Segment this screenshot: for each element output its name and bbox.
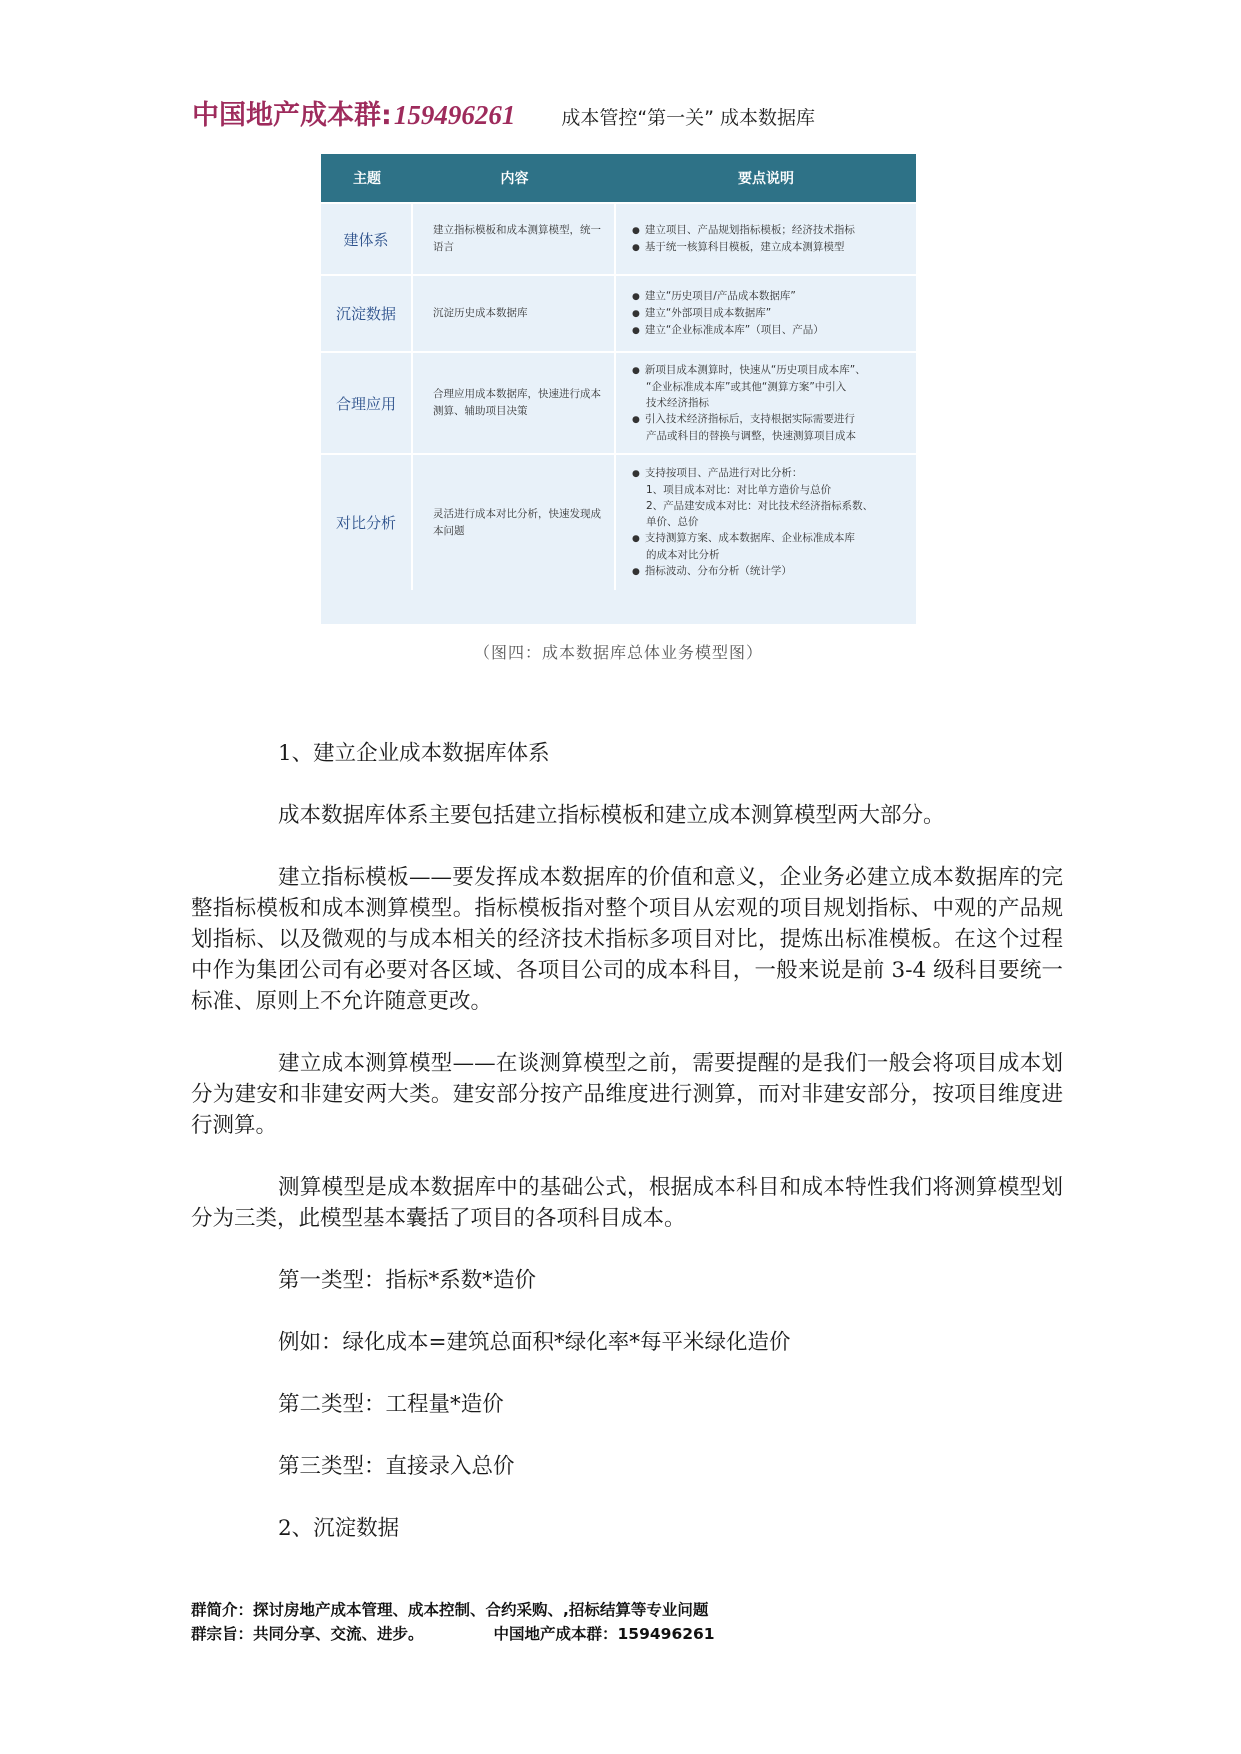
point-line [632,379,910,395]
point-text: 的成本对比分析 [646,549,720,561]
figure-rows [321,202,916,590]
point-text: 建立“历史项目/产品成本数据库” [644,290,796,302]
figure-row [321,453,916,590]
brand-name: 中国地产成本群: [192,100,392,131]
point-line [632,395,910,411]
row-topic: 对比分析 [321,455,413,590]
point-line [632,563,910,580]
row-topic: 建体系 [321,204,413,274]
row-points [616,353,916,453]
point-text: 建立“外部项目成本数据库” [644,307,772,319]
point-line [632,498,910,514]
point-line [632,222,910,239]
point-line [632,322,910,339]
body-paragraph: 1、建立企业成本数据库体系 [278,741,550,766]
point-text: 1、项目成本对比：对比单方造价与总价 [646,484,832,496]
row-topic: 沉淀数据 [321,276,413,351]
row-points [616,455,916,590]
body-paragraph: 成本数据库体系主要包括建立指标模板和建立成本测算模型两大部分。 [278,803,945,828]
body-paragraph: 2、沉淀数据 [278,1516,400,1541]
body-paragraph: 例如：绿化成本=建筑总面积*绿化率*每平米绿化造价 [278,1330,791,1355]
figure-row [321,274,916,351]
header-topic: 主题 [353,171,381,187]
row-content: 建立指标模板和成本测算模型，统一语言 [413,204,616,274]
point-line [632,362,910,379]
figure-row [321,351,916,453]
body-paragraph: 建立成本测算模型——在谈测算模型之前，需要提醒的是我们一般会将项目成本划分为建安和非建安两大类。建安部分按产品维度进行测算，而对非建安部分，按项目维度进行测算。 [191,1051,1063,1138]
point-text: 基于统一核算科目模板，建立成本测算模型 [644,241,845,253]
body-paragraph: 建立指标模板——要发挥成本数据库的价值和意义，企业务必建立成本数据库的完整指标模板和成本测算模型。指标模板指对整个项目从宏观的项目规划指标、中观的产品规划指标、以及微观的与成本相关的经济技术指标多项目对比，提炼出标准模板。在这个过程中作为集团公司有必要对各区域、各项目公司的成本科目，一般来说是前 3-4 级科目要统一标准、原则上不允许随意更改。 [191,865,1063,1014]
document-body [191,738,1063,1575]
point-text: 建立“企业标准成本库”（项目、产品） [644,324,824,336]
point-line [632,465,910,482]
point-line [632,428,910,444]
page-footer [191,1598,1091,1646]
footer-group: 中国地产成本群：159496261 [493,1625,715,1643]
point-line [632,514,910,530]
point-text: 引入技术经济指标后，支持根据实际需要进行 [644,413,855,425]
figure-caption: （图四：成本数据库总体业务模型图） [473,643,763,662]
figure-row [321,202,916,274]
row-content: 沉淀历史成本数据库 [413,276,616,351]
header-content: 内容 [500,171,529,187]
point-line [632,547,910,563]
point-line [632,411,910,428]
header-title: 成本管控“第一关” 成本数据库 [561,107,816,129]
point-text: 建立项目、产品规划指标模板；经济技术指标 [644,224,855,236]
point-line [632,482,910,498]
body-paragraph: 测算模型是成本数据库中的基础公式，根据成本科目和成本特性我们将测算模型划分为三类，此模型基本囊括了项目的各项科目成本。 [191,1175,1063,1231]
footer-row-2 [191,1622,1091,1646]
point-text: 支持按项目、产品进行对比分析： [644,467,803,479]
row-content: 合理应用成本数据库，快速进行成本测算、辅助项目决策 [413,353,616,453]
point-text: 支持测算方案、成本数据库、企业标准成本库 [644,532,855,544]
page-header [192,93,1092,133]
row-topic: 合理应用 [321,353,413,453]
point-line [632,239,910,256]
point-text: 新项目成本测算时，快速从“历史项目成本库”、 [644,364,866,376]
point-text: 产品或科目的替换与调整，快速测算项目成本 [646,430,856,442]
body-paragraph: 第三类型：直接录入总价 [278,1454,515,1479]
row-points [616,204,916,274]
point-text: 技术经济指标 [646,397,709,409]
business-model-figure [321,154,916,624]
footer-purpose: 群宗旨：共同分享、交流、进步。 [191,1625,424,1643]
point-text: “企业标准成本库”或其他“测算方案”中引入 [646,381,847,393]
row-points [616,276,916,351]
body-paragraph: 第二类型：工程量*造价 [278,1392,504,1417]
point-line [632,305,910,322]
brand-number: 159496261 [393,100,516,130]
body-paragraph: 第一类型：指标*系数*造价 [278,1268,537,1293]
point-text: 指标波动、分布分析（统计学） [644,565,792,577]
point-line [632,288,910,305]
header-points: 要点说明 [738,171,794,187]
point-text: 2、产品建安成本对比：对比技术经济指标系数、 [646,500,874,512]
footer-intro: 群简介：探讨房地产成本管理、成本控制、合约采购、,招标结算等专业问题 [191,1601,709,1619]
point-line [632,530,910,547]
figure-header-row [321,154,916,202]
point-text: 单价、总价 [646,516,699,528]
row-content: 灵活进行成本对比分析，快速发现成本问题 [413,455,616,590]
